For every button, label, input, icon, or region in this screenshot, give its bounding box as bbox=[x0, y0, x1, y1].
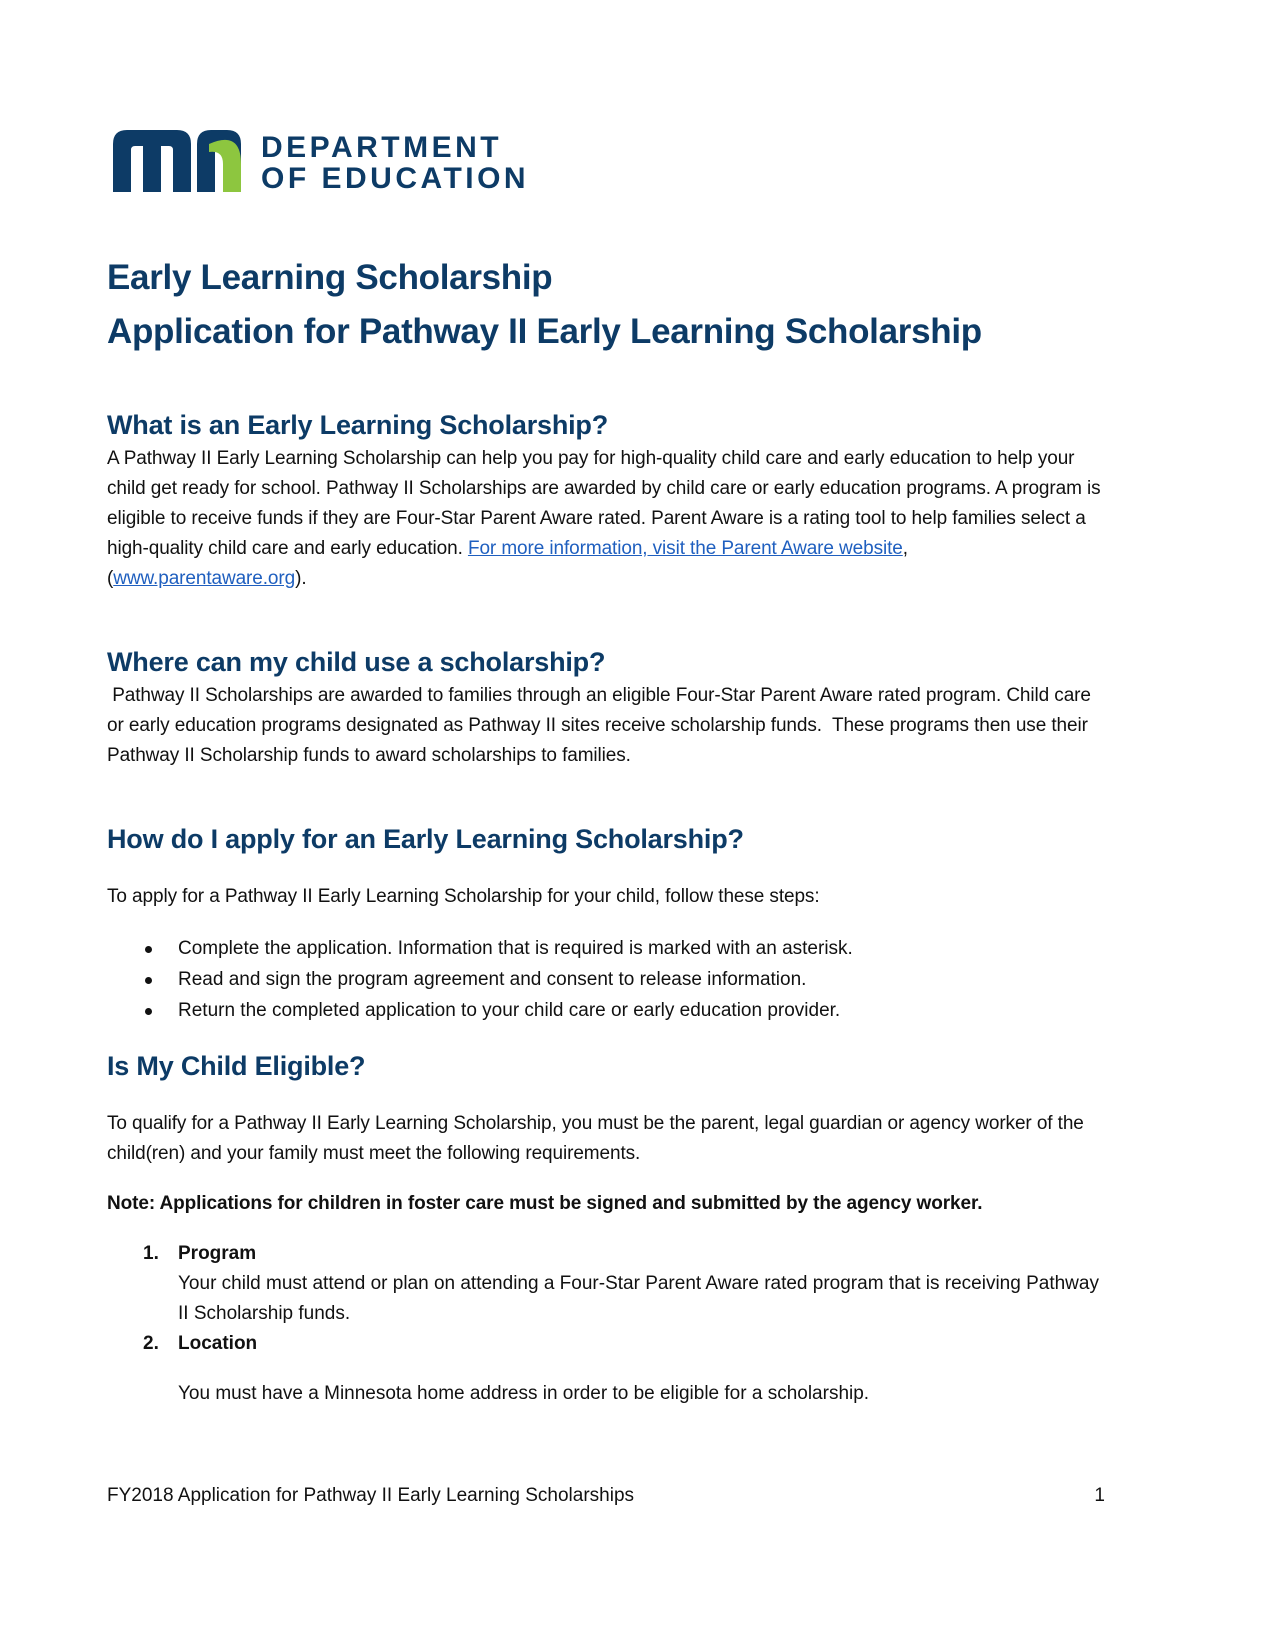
list-item bbox=[107, 1329, 1107, 1409]
steps-list bbox=[107, 933, 1107, 1026]
requirement-text: You must have a Minnesota home address in order to be eligible for a scholarship. bbox=[178, 1383, 870, 1404]
section-intro-eligible: To qualify for a Pathway II Early Learning Scholarship, you must be the parent, legal guardian or agency worker of the child(ren) and your family must meet the following requirements. bbox=[107, 1113, 1084, 1164]
section-how bbox=[107, 821, 1107, 1026]
section-eligible bbox=[107, 1048, 1107, 1409]
section-heading-where: Where can my child use a scholarship? bbox=[107, 647, 606, 677]
section-body-where: Pathway II Scholarships are awarded to families through an eligible Four-Star Parent Aware rated program. Child care or early education programs designated as Pathway II sites receive scholarship funds. These programs then use their Pathway II Scholarship funds to award scholarships to families. bbox=[107, 685, 1097, 766]
list-item: Read and sign the program agreement and consent to release information. bbox=[107, 964, 1107, 995]
list-item: Complete the application. Information that is required is marked with an asterisk. bbox=[107, 933, 1107, 964]
footer-text: FY2018 Application for Pathway II Early Learning Scholarships bbox=[107, 1485, 635, 1506]
section-intro-how: To apply for a Pathway II Early Learning Scholarship for your child, follow these steps: bbox=[107, 886, 820, 907]
mn-logo-icon bbox=[113, 130, 241, 192]
page-number: 1 bbox=[1094, 1485, 1105, 1506]
requirement-number: 1. bbox=[143, 1243, 159, 1264]
requirement-title: Location bbox=[178, 1333, 258, 1354]
logo-line-2: OF EDUCATION bbox=[261, 162, 530, 195]
section-heading-eligible: Is My Child Eligible? bbox=[107, 1051, 366, 1081]
page-subtitle: Application for Pathway II Early Learning Scholarship bbox=[107, 312, 982, 351]
logo-wordmark bbox=[261, 132, 529, 194]
section-heading-what: What is an Early Learning Scholarship? bbox=[107, 410, 609, 440]
requirement-number: 2. bbox=[143, 1333, 159, 1354]
requirement-text: Your child must attend or plan on attending a Four-Star Parent Aware rated program that is receiving Pathway II Scholarship funds. bbox=[178, 1273, 1099, 1324]
list-item bbox=[107, 1239, 1107, 1329]
parent-aware-link[interactable]: For more information, visit the Parent Aware website bbox=[467, 538, 903, 559]
parent-aware-url-link[interactable]: www.parentaware.org bbox=[113, 568, 296, 589]
mde-logo bbox=[113, 130, 529, 194]
section-body-what: A Pathway II Early Learning Scholarship can help you pay for high-quality child care and early education to help your child get ready for school. Pathway II Scholarships are awarded by child care or early education programs. A program is eligible to receive funds if they are Four-Star Parent Aware rated. Parent Aware is a rating tool to help families select a high-quality child care and early education. For more information, visit the Parent Aware website, (www.parentaware.org). bbox=[107, 448, 1101, 589]
section-where bbox=[107, 644, 1107, 771]
requirements-list bbox=[107, 1239, 1107, 1409]
section-what bbox=[107, 407, 1107, 594]
title-block bbox=[107, 251, 1107, 359]
section-heading-how: How do I apply for an Early Learning Scholarship? bbox=[107, 824, 744, 854]
page-footer bbox=[107, 1482, 1105, 1510]
logo-line-1: DEPARTMENT bbox=[261, 131, 503, 164]
requirement-title: Program bbox=[178, 1243, 257, 1264]
list-item: Return the completed application to your child care or early education provider. bbox=[107, 995, 1107, 1026]
page-title: Early Learning Scholarship bbox=[107, 258, 553, 297]
foster-care-note: Note: Applications for children in foster care must be signed and submitted by the agency worker. bbox=[107, 1193, 983, 1214]
